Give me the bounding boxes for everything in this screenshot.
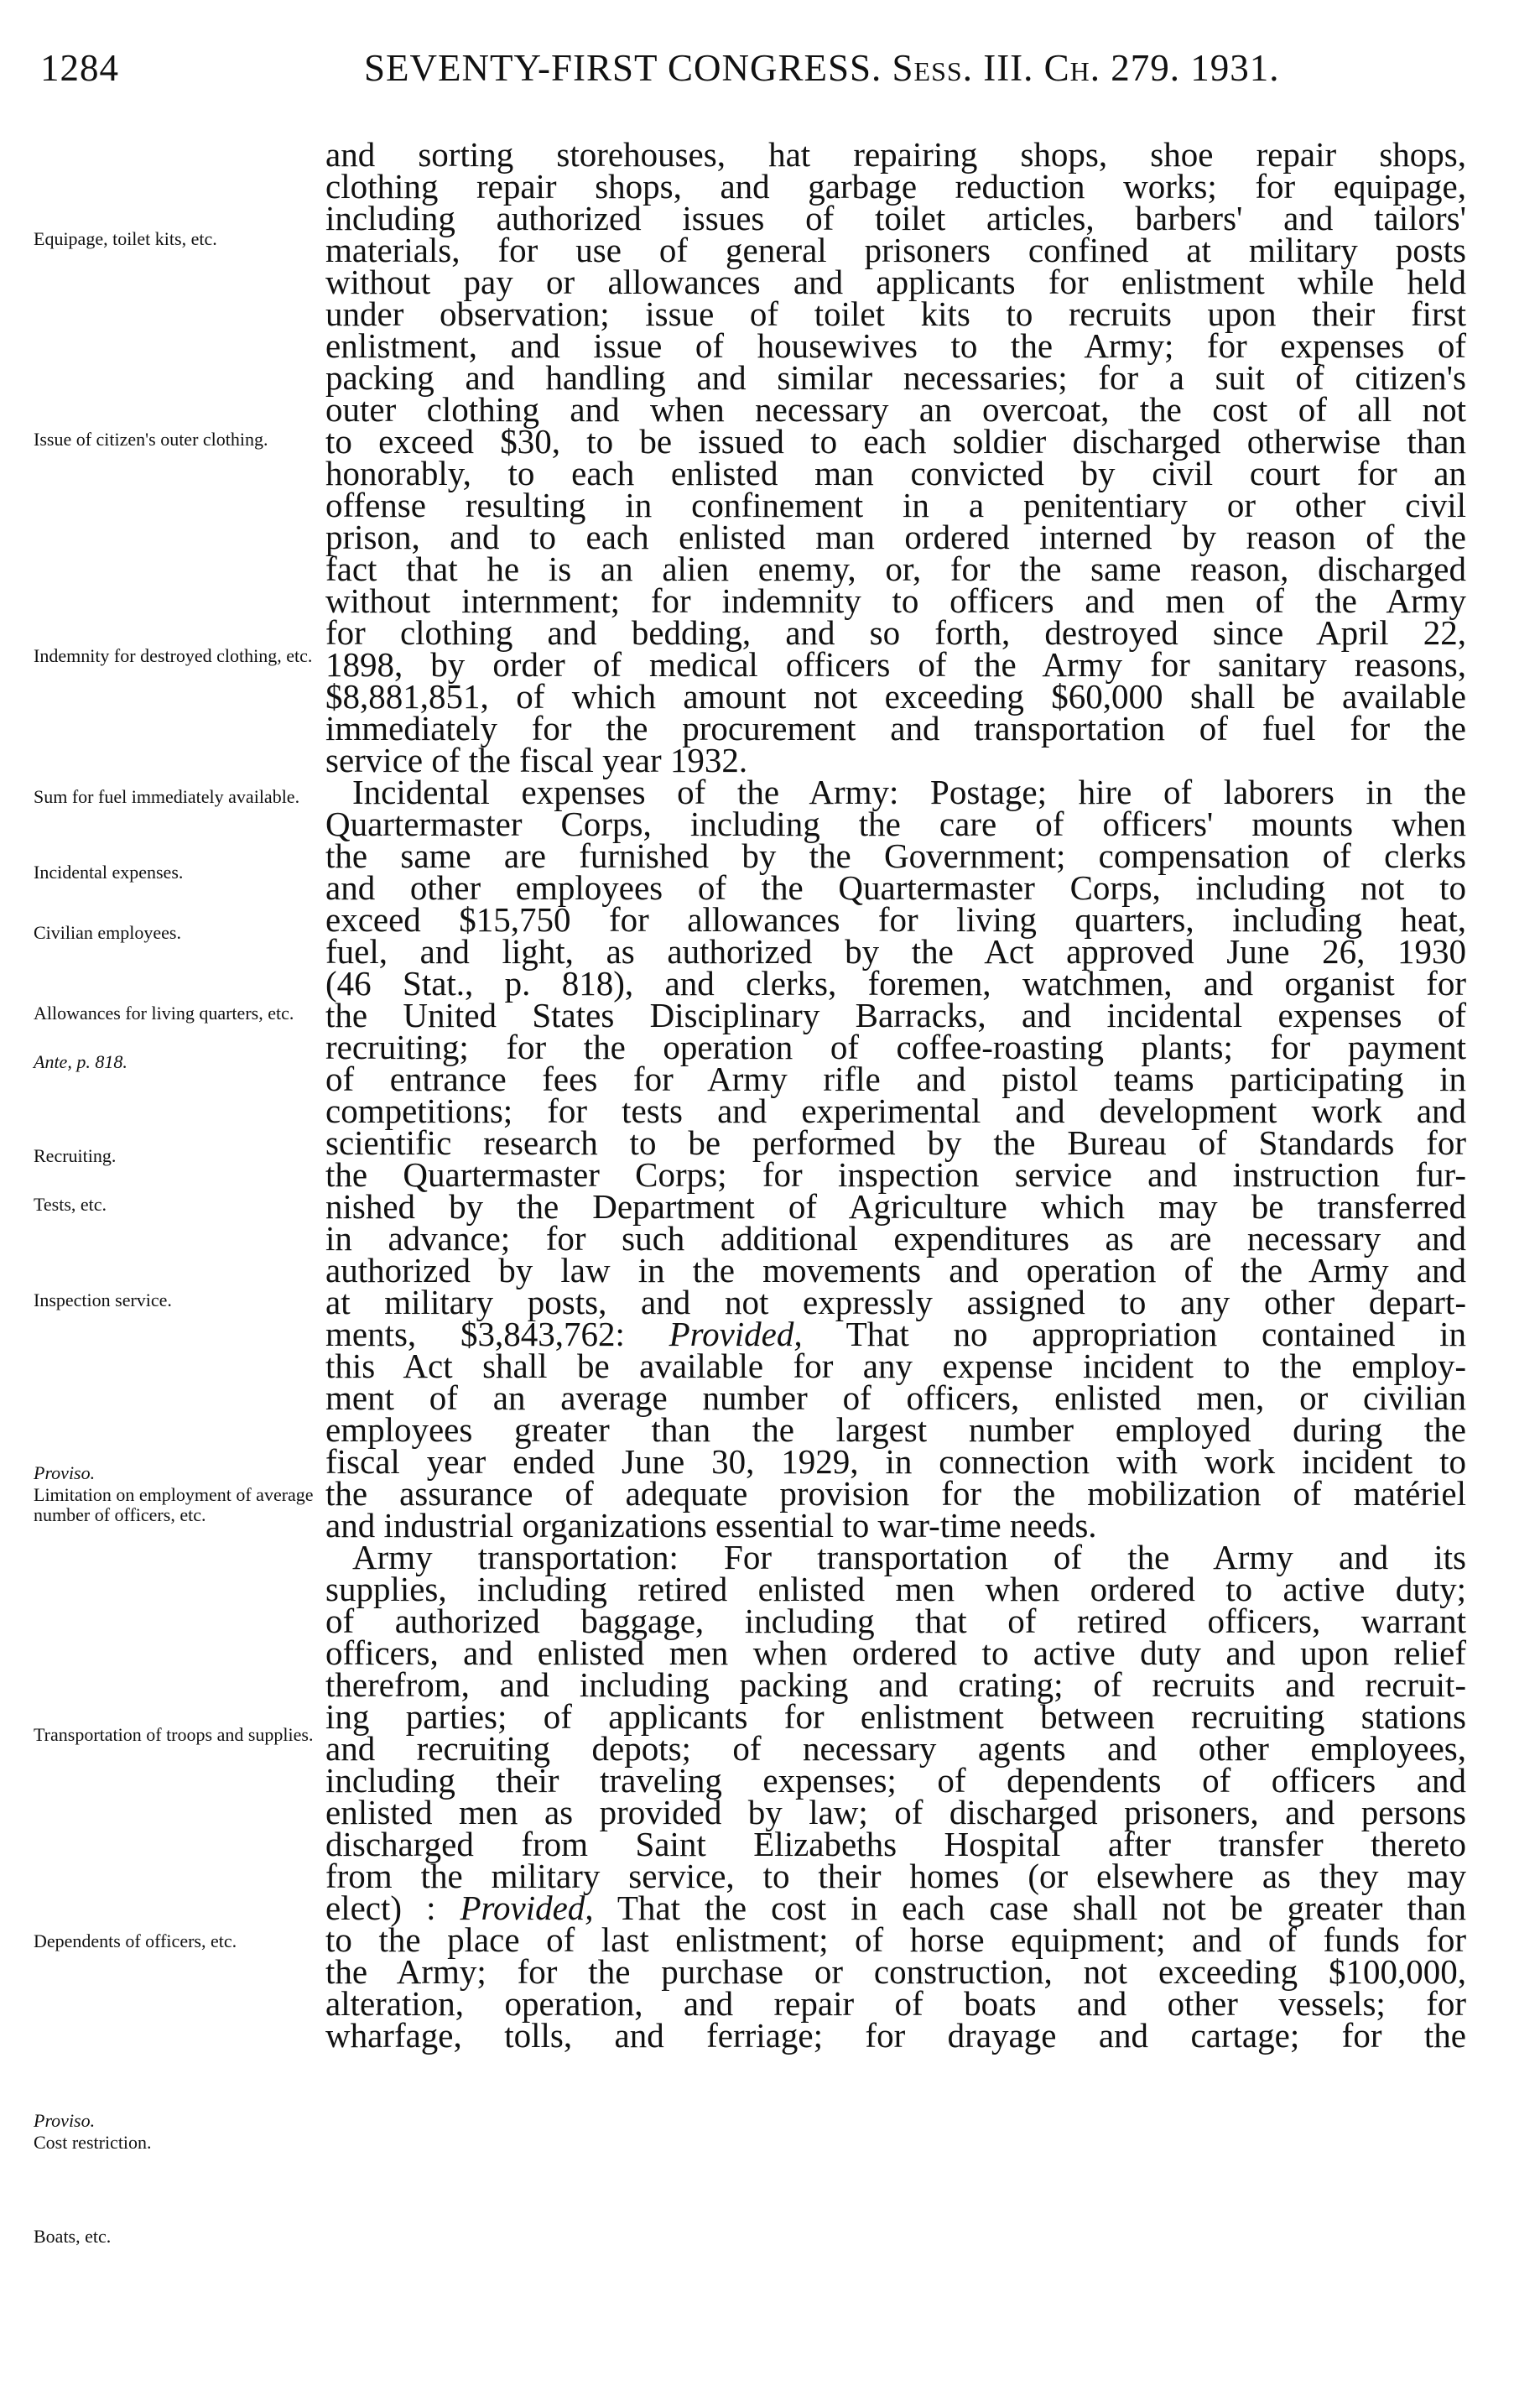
text-line: to the place of last enlistment; of horse equipment; and of funds for	[325, 1920, 1466, 1959]
chapter-abbrev: Ch.	[1043, 47, 1101, 89]
text-line: $8,881,851, of which amount not exceeding $60,000 shall be available	[325, 677, 1466, 716]
text-line: alteration, operation, and repair of boats and other vessels; for	[325, 1984, 1466, 2023]
congress-title: SEVENTY-FIRST CONGRESS.	[364, 47, 882, 89]
text-line: service of the fiscal year 1932.	[325, 741, 748, 779]
text-line: of entrance fees for Army rifle and pistol teams participating in	[325, 1060, 1466, 1098]
text-line: and recruiting depots; of necessary agents and other employees,	[325, 1729, 1466, 1768]
text-line: without pay or allowances and applicants for enlistment while held	[325, 263, 1466, 301]
text-line-proviso	[325, 1315, 1466, 1353]
session-abbrev: Sess.	[892, 47, 973, 89]
body-text	[325, 135, 1466, 2055]
text-line: for clothing and bedding, and so forth, destroyed since April 22,	[325, 613, 1466, 652]
margin-note: Tests, etc.	[34, 1194, 107, 1215]
margin-note: Boats, etc.	[34, 2226, 112, 2247]
text-line: of authorized baggage, including that of retired officers, warrant	[325, 1602, 1466, 1640]
margin-note: Recruiting.	[34, 1145, 117, 1166]
text-fragment: elect) :	[325, 1888, 436, 1927]
text-line: recruiting; for the operation of coffee-roasting plants; for payment	[325, 1028, 1466, 1066]
text-line: scientific research to be performed by the Bureau of Standards for	[325, 1123, 1466, 1162]
text-line: offense resulting in confinement in a penitentiary or other civil	[325, 486, 1466, 524]
text-line-proviso	[325, 1888, 1466, 1927]
margin-note-proviso: Proviso.	[34, 2110, 96, 2131]
margin-note: Equipage, toilet kits, etc.	[34, 228, 217, 249]
text-line: authorized by law in the movements and operation of the Army and	[325, 1251, 1466, 1289]
text-line: and sorting storehouses, hat repairing shops, shoe repair shops,	[325, 135, 1466, 174]
text-line: Quartermaster Corps, including the care of officers' mounts when	[325, 805, 1466, 843]
margin-note-citation: Ante, p. 818.	[34, 1051, 127, 1072]
text-line: Incidental expenses of the Army: Postage; hire of laborers in the	[352, 773, 1466, 811]
text-line: without internment; for indemnity to officers and men of the Army	[325, 581, 1466, 620]
text-line: at military posts, and not expressly assigned to any other depart-	[325, 1283, 1466, 1321]
text-line: fuel, and light, as authorized by the Act approved June 26, 1930	[325, 932, 1466, 971]
text-line: clothing repair shops, and garbage reduction works; for equipage,	[325, 167, 1466, 206]
text-line: ing parties; of applicants for enlistment between recruiting stations	[325, 1697, 1466, 1736]
text-line: nished by the Department of Agriculture which may be transferred	[325, 1187, 1466, 1226]
text-line: enlistment, and issue of housewives to the Army; for expenses of	[325, 326, 1466, 365]
text-fragment: That no appropriation contained in	[845, 1315, 1466, 1353]
margin-note-proviso: Proviso.	[34, 1462, 96, 1483]
text-line: officers, and enlisted men when ordered to active duty and upon relief	[325, 1633, 1466, 1672]
text-line: the assurance of adequate provision for the mobilization of matériel	[325, 1474, 1466, 1513]
text-line: wharfage, tolls, and ferriage; for drayage and cartage; for the	[325, 2016, 1466, 2055]
text-line: materials, for use of general prisoners confined at military posts	[325, 231, 1466, 269]
text-line: therefrom, and including packing and crating; of recruits and recruit-	[325, 1665, 1466, 1704]
text-line: from the military service, to their homes (or elsewhere as they may	[325, 1857, 1466, 1895]
text-line: fiscal year ended June 30, 1929, in connection with work incident to	[325, 1442, 1466, 1481]
year: 1931.	[1190, 47, 1280, 89]
proviso-term: Provided,	[669, 1315, 803, 1353]
margin-note: Incidental expenses.	[34, 862, 184, 883]
text-line: including their traveling expenses; of dependents of officers and	[325, 1761, 1466, 1800]
text-line: (46 Stat., p. 818), and clerks, foremen, watchmen, and organist for	[325, 964, 1466, 1003]
margin-note: Issue of citizen's outer clothing.	[34, 429, 268, 450]
text-line: immediately for the procurement and transportation of fuel for the	[325, 709, 1466, 748]
chapter-number: 279.	[1111, 47, 1181, 89]
text-line: exceed $15,750 for allowances for living quarters, including heat,	[325, 900, 1466, 939]
text-line: under observation; issue of toilet kits to recruits upon their first	[325, 294, 1466, 333]
margin-note: Indemnity for destroyed clothing, etc.	[34, 645, 313, 666]
text-line: 1898, by order of medical officers of the Army for sanitary reasons,	[325, 645, 1466, 684]
text-fragment: That the cost in each case shall not be greater than	[617, 1888, 1466, 1927]
text-line: competitions; for tests and experimental and development work and	[325, 1091, 1466, 1130]
text-line: to exceed $30, to be issued to each soldier discharged otherwise than	[325, 422, 1466, 461]
text-line: honorably, to each enlisted man convicted by civil court for an	[325, 454, 1466, 492]
margin-note: Civilian employees.	[34, 922, 181, 943]
running-title	[364, 46, 1280, 90]
text-line: and other employees of the Quartermaster Corps, including not to	[325, 868, 1466, 907]
page-number: 1284	[40, 47, 119, 89]
text-line: employees greater than the largest number employed during the	[325, 1410, 1466, 1449]
margin-note: Sum for fuel immediately available.	[34, 786, 300, 807]
proviso-term: Provided,	[460, 1888, 594, 1927]
text-fragment: ments, $3,843,762:	[325, 1315, 625, 1353]
text-line: supplies, including retired enlisted men when ordered to active duty;	[325, 1570, 1466, 1608]
text-line: the Army; for the purchase or construction, not exceeding $100,000,	[325, 1952, 1466, 1991]
text-line: Army transportation: For transportation of the Army and its	[352, 1538, 1466, 1576]
text-line: the United States Disciplinary Barracks, and incidental expenses of	[325, 996, 1466, 1034]
margin-note: Allowances for living quarters, etc.	[34, 1003, 294, 1024]
text-line: enlisted men as provided by law; of discharged prisoners, and persons	[325, 1793, 1466, 1831]
text-line: packing and handling and similar necessaries; for a suit of citizen's	[325, 358, 1466, 397]
text-line: prison, and to each enlisted man ordered interned by reason of the	[325, 518, 1466, 556]
margin-note: Limitation on employment of average number of officers, etc.	[34, 1484, 314, 1525]
text-line: discharged from Saint Elizabeths Hospital after transfer thereto	[325, 1825, 1466, 1863]
text-line: including authorized issues of toilet articles, barbers' and tailors'	[325, 199, 1466, 237]
session-number: III.	[983, 47, 1034, 89]
margin-note: Dependents of officers, etc.	[34, 1930, 237, 1951]
text-line: in advance; for such additional expenditures as are necessary and	[325, 1219, 1466, 1258]
text-line: the Quartermaster Corps; for inspection service and instruction fur-	[325, 1155, 1466, 1194]
text-line: and industrial organizations essential to war-time needs.	[325, 1506, 1097, 1545]
margin-note: Inspection service.	[34, 1289, 172, 1310]
margin-note: Transportation of troops and supplies.	[34, 1724, 314, 1745]
text-line: ment of an average number of officers, enlisted men, or civilian	[325, 1378, 1466, 1417]
margin-note: Cost restriction.	[34, 2132, 152, 2153]
text-line: the same are furnished by the Government; compensation of clerks	[325, 836, 1466, 875]
running-head	[40, 46, 1466, 113]
text-line: outer clothing and when necessary an overcoat, the cost of all not	[325, 390, 1466, 429]
text-line: this Act shall be available for any expense incident to the employ-	[325, 1347, 1466, 1385]
text-line: fact that he is an alien enemy, or, for the same reason, discharged	[325, 550, 1466, 588]
